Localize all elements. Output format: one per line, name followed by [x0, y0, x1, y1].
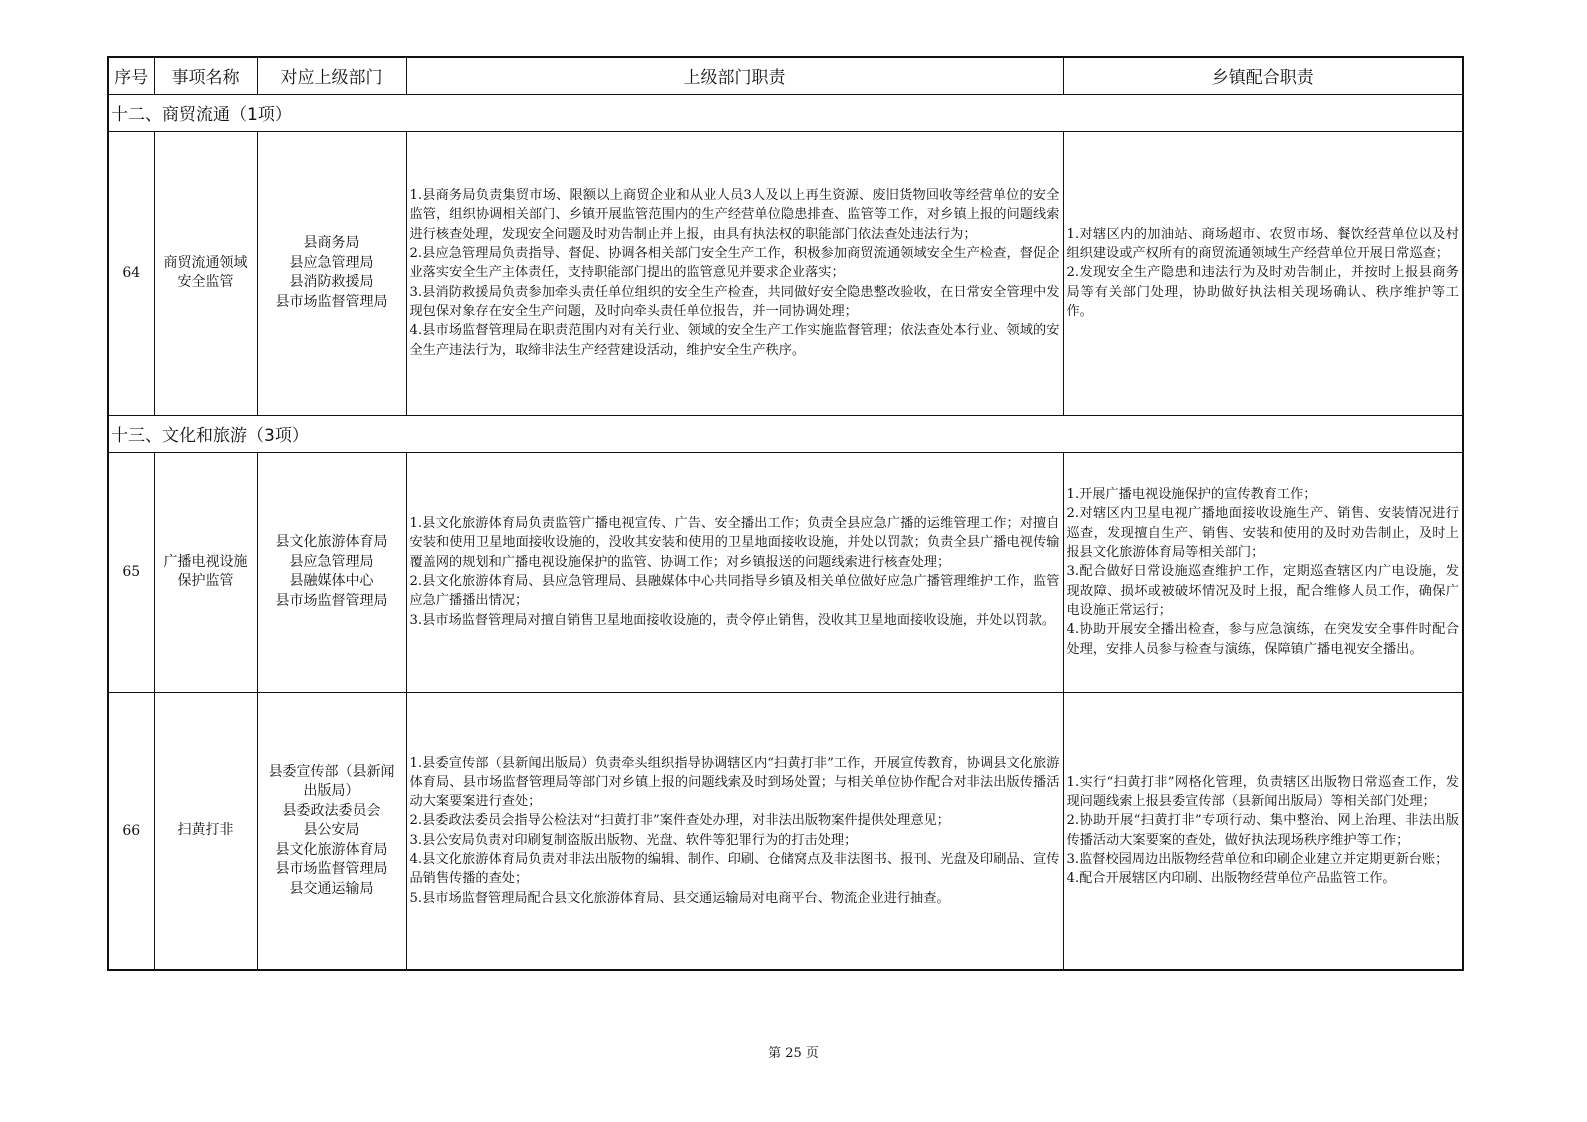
- item-name-text: 广播电视设施 保护监管: [163, 553, 248, 589]
- section-row: [108, 94, 1463, 131]
- town-duty-cell: [1063, 692, 1463, 970]
- duty-item: 2.县委政法委员会指导公检法对“扫黄打非”案件查处办理，对非法出版物案件提供处理意见；: [409, 813, 950, 829]
- header-town: 乡镇配合职责: [1063, 57, 1463, 94]
- duty-item: 3.县消防救援局负责参加牵头责任单位组织的安全生产检查，共同做好安全隐患整改验收，在日常安全管理中发现包保对象存在安全生产问题，及时向牵头责任单位报告，并一同协调处理；: [409, 284, 1060, 319]
- row-number: 64: [108, 131, 154, 415]
- town-duty-cell: [1063, 452, 1463, 692]
- item-name: [154, 692, 257, 970]
- duty-item: 5.县市场监督管理局配合县文化旅游体育局、县交通运输局对电商平台、物流企业进行抽查。: [409, 890, 950, 906]
- item-name: [154, 131, 257, 415]
- header-duty: 上级部门职责: [406, 57, 1063, 94]
- section-title: 十三、文化和旅游（3项）: [108, 415, 1463, 452]
- item-name-text: 扫黄打非: [177, 822, 234, 838]
- town-duty-item: 2.协助开展“扫黄打非”专项行动、集中整治、网上治理、非法出版传播活动大案要案的查处，做好执法现场秩序维护等工作；: [1066, 813, 1459, 848]
- town-duty-item: 1.对辖区内的加油站、商场超市、农贸市场、餐饮经营单位以及村组织建设或产权所有的商贸流通领域生产经营单位开展日常巡查；: [1066, 226, 1459, 262]
- duty-item: 3.县市场监督管理局对擅自销售卫星地面接收设施的，责令停止销售，没收其卫星地面接收设施，并处以罚款。: [409, 612, 1056, 628]
- section-row: [108, 415, 1463, 452]
- table-row: [108, 692, 1463, 970]
- duty-item: 2.县文化旅游体育局、县应急管理局、县融媒体中心共同指导乡镇及相关单位做好应急广播管理维护工作，监管应急广播播出情况；: [409, 574, 1060, 609]
- header-name: 事项名称: [154, 57, 257, 94]
- dept-list: [257, 452, 406, 692]
- item-name-text: 商贸流通领域 安全监管: [163, 254, 248, 290]
- duty-cell: [406, 452, 1063, 692]
- section-title: 十二、商贸流通（1项）: [108, 94, 1463, 131]
- row-number: 66: [108, 692, 154, 970]
- dept-list-text: 县商务局 县应急管理局 县消防救援局 县市场监督管理局: [275, 235, 388, 310]
- town-duty-item: 1.开展广播电视设施保护的宣传教育工作；: [1066, 487, 1317, 503]
- header-dept: 对应上级部门: [257, 57, 406, 94]
- table-row: [108, 452, 1463, 692]
- duty-item: 4.县文化旅游体育局负责对非法出版物的编辑、制作、印刷、仓储窝点及非法图书、报刊、光盘及印刷品、宣传品销售传播的查处；: [409, 852, 1060, 887]
- town-duty-item: 2.对辖区内卫星电视广播地面接收设施生产、销售、安装情况进行巡查，发现擅自生产、销售、安装和使用的及时劝告制止，及时上报县文化旅游体育局等相关部门；: [1066, 506, 1459, 561]
- row-number: 65: [108, 452, 154, 692]
- town-duty-item: 4.配合开展辖区内印刷、出版物经营单位产品监管工作。: [1066, 871, 1396, 887]
- page-number: 第 25 页: [768, 1046, 819, 1061]
- dept-list-text: 县文化旅游体育局 县应急管理局 县融媒体中心 县市场监督管理局: [275, 534, 388, 609]
- duty-cell: [406, 692, 1063, 970]
- town-duty-item: 2.发现安全生产隐患和违法行为及时劝告制止，并按时上报县商务局等有关部门处理，协助做好执法相关现场确认、秩序维护等工作。: [1066, 265, 1459, 319]
- header-row: [108, 57, 1463, 94]
- duty-cell: [406, 131, 1063, 415]
- duty-item: 2.县应急管理局负责指导、督促、协调各相关部门安全生产工作，积极参加商贸流通领域安全生产检查，督促企业落实安全生产主体责任，支持职能部门提出的监管意见并要求企业落实；: [409, 246, 1060, 281]
- table-row: [108, 131, 1463, 415]
- dept-list: [257, 131, 406, 415]
- town-duty-cell: [1063, 131, 1463, 415]
- dept-list: [257, 692, 406, 970]
- item-name: [154, 452, 257, 692]
- town-duty-item: 3.监督校园周边出版物经营单位和印刷企业建立并定期更新台账；: [1066, 852, 1449, 868]
- duty-item: 1.县文化旅游体育局负责监管广播电视宣传、广告、安全播出工作；负责全县应急广播的运维管理工作；对擅自安装和使用卫星地面接收设施的，没收其安装和使用的卫星地面接收设施，并处以罚款；负责全县广播电视传输覆盖网的规划和广播电视设施保护的监管、协调工作；对乡镇报送的问题线索进行核查处理；: [409, 516, 1060, 570]
- town-duty-item: 4.协助开展安全播出检查，参与应急演练，在突发安全事件时配合处理，安排人员参与检查与演练，保障镇广播电视安全播出。: [1066, 622, 1459, 657]
- duty-item: 1.县商务局负责集贸市场、限额以上商贸企业和从业人员3人及以上再生资源、废旧货物回收等经营单位的安全监管，组织协调相关部门、乡镇开展监管范围内的生产经营单位隐患排查、监管等工作，对乡镇上报的问题线索进行核查处理，发现安全问题及时劝告制止并上报，由具有执法权的职能部门依法查处违法行为；: [409, 188, 1060, 242]
- duty-item: 3.县公安局负责对印刷复制盗版出版物、光盘、软件等犯罪行为的打击处理；: [409, 832, 858, 848]
- duty-item: 4.县市场监督管理局在职责范围内对有关行业、领域的安全生产工作实施监督管理；依法查处本行业、领域的安全生产违法行为，取缔非法生产经营建设活动，维护安全生产秩序。: [409, 323, 1060, 358]
- duty-item: 1.县委宣传部（县新闻出版局）负责牵头组织指导协调辖区内“扫黄打非”工作，开展宣传教育，协调县文化旅游体育局、县市场监督管理局等部门对乡镇上报的问题线索及时到场处置；与相关单位协作配合对非法出版传播活动大案要案进行查处；: [409, 755, 1060, 810]
- dept-list-text: 县委宣传部（县新闻 出版局） 县委政法委员会 县公安局 县文化旅游体育局 县市场监督管理局 县交通运输局: [268, 763, 395, 897]
- header-no: 序号: [108, 57, 154, 94]
- town-duty-item: 1.实行“扫黄打非”网格化管理，负责辖区出版物日常巡查工作，发现问题线索上报县委宣传部（县新闻出版局）等相关部门处理；: [1066, 774, 1459, 810]
- town-duty-item: 3.配合做好日常设施巡查维护工作，定期巡查辖区内广电设施，发现故障、损坏或被破坏情况及时上报，配合维修人员工作，确保广电设施正常运行；: [1066, 564, 1459, 618]
- responsibility-table: [107, 56, 1464, 971]
